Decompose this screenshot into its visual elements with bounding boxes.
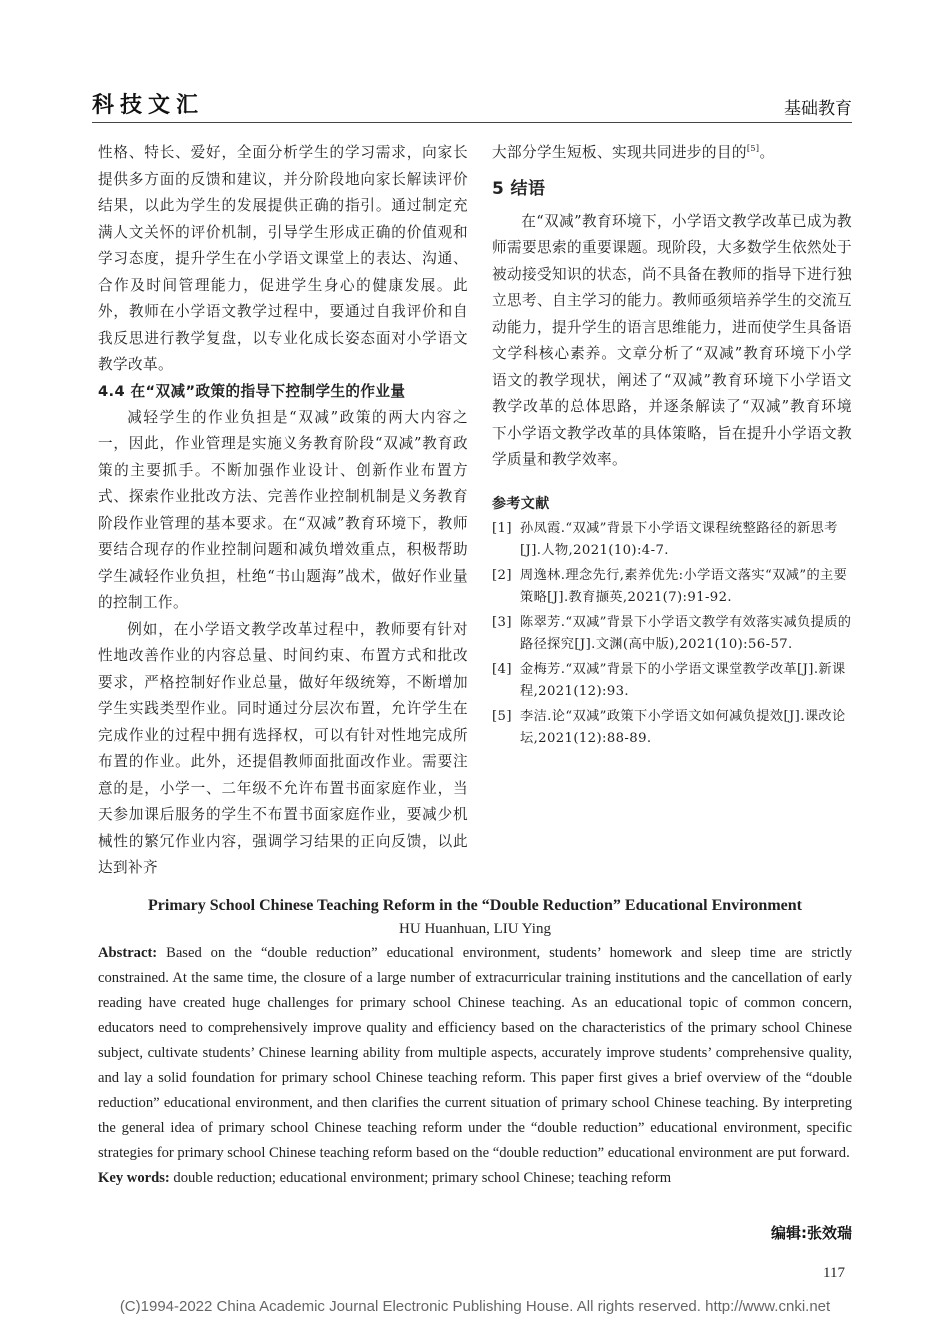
heading-5-conclusion: 5 结语 [492,178,546,199]
keywords-text: double reduction; educational environment; primary school Chinese; teaching reform [173,1170,672,1186]
section-label: 基础教育 [784,99,852,119]
abstract-text: Based on the “double reduction” educational environment, students’ homework and sleep time are strictly constrained. At the same time, the closure of a large number of extracurricular training institutions and the cancellation of early reading have created huge challenges for primary school Chinese teaching. As an educational topic of common concern, educators need to comprehensively improve quality and efficiency based on the characteristics of the primary school Chinese subject, cultivate students’ Chinese learning ability from multiple aspects, accurately improve students’ comprehensive quality, and lay a solid foundation for primary school Chinese teaching reform. This paper first gives a brief overview of the “double reduction” educational environment, and then clarifies the current situation of primary school Chinese teaching. By interpreting the general idea of primary school Chinese teaching reform under the “double reduction” educational environment, specific strategies for primary school Chinese teaching reform based on the “double reduction” educational environment are put forward. [98,945,852,1161]
english-keywords [98,1166,852,1191]
english-abstract-block [98,895,852,1191]
keywords-label: Key words: [98,1170,170,1186]
page-number: 117 [823,1265,845,1281]
reference-item: [4] 金梅芳.“双减”背景下的小学语文课堂教学改革[J].新课程,2021(12):93. [492,661,846,699]
english-authors: HU Huanhuan, LIU Ying [399,921,551,937]
right-column [492,140,852,753]
editor-credit: 编辑:张效瑞 [771,1224,852,1242]
citation-5: [5] [746,144,760,154]
paragraph-homework-management: 减轻学生的作业负担是“双减”政策的两大内容之一，因此，作业管理是实施义务教育阶段“双减”教育政策的主要抓手。不断加强作业设计、创新作业布置方式、探索作业批改方法、完善作业控制机制是义务教育阶段作业管理的基本要求。在“双减”教育环境下，教师要结合现存的作业控制问题和减负增效重点，积极帮助学生减轻作业负担，杜绝“书山题海”战术，做好作业量的控制工作。 [98,408,468,611]
heading-4-4: 4.4 在“双减”政策的指导下控制学生的作业量 [98,382,406,400]
paragraph-evaluation: 性格、特长、爱好，全面分析学生的学习需求，向家长提供多方面的反馈和建议，并分阶段地向家长解读评价结果，以此为学生的发展提供正确的指引。通过制定充满人文关怀的评价机制，引导学生形成正确的价值观和学习态度，提升学生在小学语文课堂上的表达、沟通、合作及时间管理能力，促进学生身心的健康发展。此外，教师在小学语文教学过程中，要通过自我评价和自我反思进行教学复盘，以专业化成长姿态面对小学语文教学改革。 [98,144,468,373]
paragraph-homework-example: 例如，在小学语文教学改革过程中，教师要有针对性地改善作业的内容总量、时间约束、布置方式和批改要求，严格控制好作业总量，做好年级统筹，不断增加学生实践类型作业。同时通过分层次布置，允许学生在完成作业的过程中拥有选择权，可以有针对性地完成所布置的作业。此外，还提倡教师面批面改作业。需要注意的是，小学一、二年级不允许布置书面家庭作业，当天参加课后服务的学生不布置书面家庭作业，要减少机械性的繁冗作业内容，强调学习结果的正向反馈，以此达到补齐 [98,620,468,876]
reference-item: [1] 孙凤霞.“双减”背景下小学语文课程统整路径的新思考[J].人物,2021(10):4-7. [492,520,838,558]
reference-item: [5] 李洁.论“双减”政策下小学语文如何减负提效[J].课改论坛,2021(12):88-89. [492,708,846,746]
abstract-label: Abstract: [98,945,158,961]
english-abstract [98,941,852,1166]
english-title: Primary School Chinese Teaching Reform in the “Double Reduction” Educational Environment [148,897,802,914]
reference-item: [2] 周逸林.理念先行,素养优先:小学语文落实“双减”的主要策略[J].教育撷英,2021(7):91-92. [492,567,848,605]
paragraph-conclusion: 在“双减”教育环境下，小学语文教学改革已成为教师需要思索的重要课题。现阶段，大多数学生依然处于被动接受知识的状态，尚不具备在教师的指导下进行独立思考、自主学习的能力。教师亟须培养学生的交流互动能力，提升学生的语言思维能力，进而使学生具备语文学科核心素养。文章分析了“双减”教育环境下小学语文的教学现状，阐述了“双减”教育环境下小学语文教学改革的总体思路，并逐条解读了“双减”教育环境下小学语文教学改革的具体策略，旨在提升小学语文教学质量和教学效率。 [492,212,852,468]
references-heading: 参考文献 [492,495,550,512]
reference-item: [3] 陈翠芳.“双减”背景下小学语文教学有效落实减负提质的路径探究[J].文渊(高中版),2021(10):56-57. [492,614,852,652]
paragraph-continuation: 大部分学生短板、实现共同进步的目的[5]。 [492,144,775,161]
journal-logo: 科技文汇 [92,92,205,118]
header-rule [92,122,852,123]
references-list [492,518,852,751]
left-column [98,140,468,882]
copyright-footer: (C)1994-2022 China Academic Journal Electronic Publishing House. All rights reserved. http://www.cnki.net [119,1298,831,1315]
